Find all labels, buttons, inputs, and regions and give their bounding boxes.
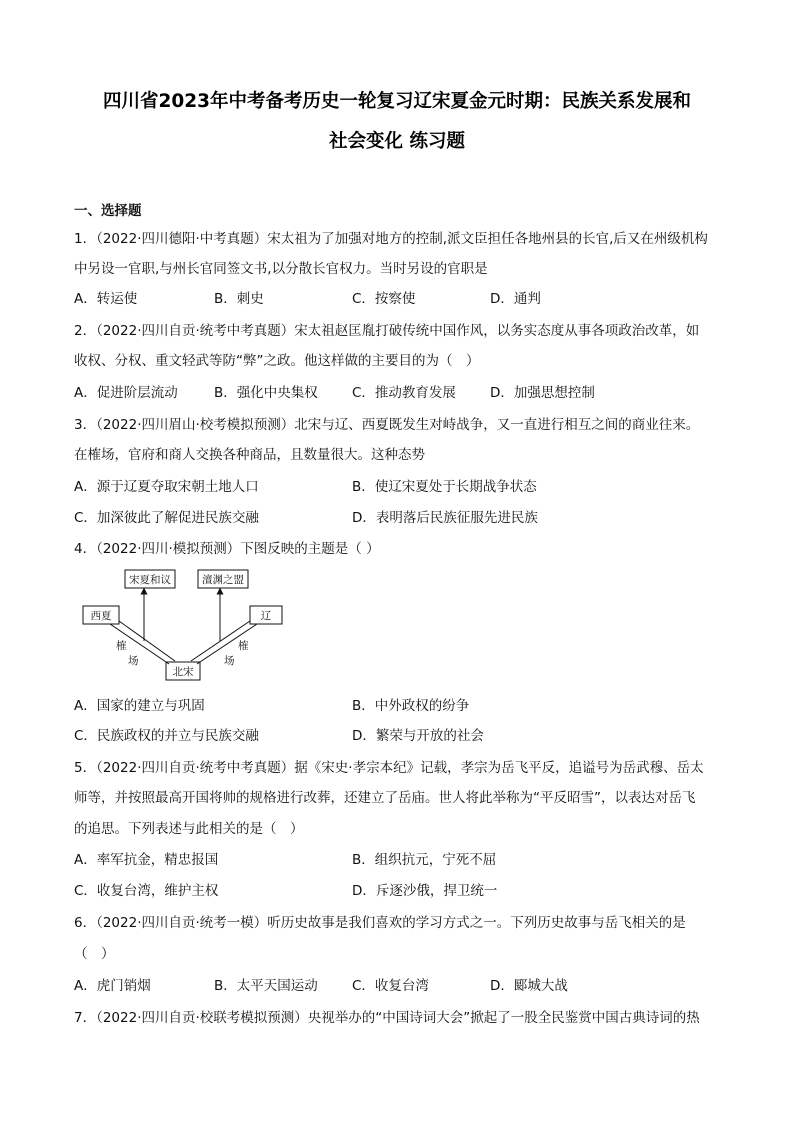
question-5-text-line-3: 的追思。下列表述与此相关的是（ ） [74, 821, 304, 837]
label-chang-right: 场 [224, 655, 235, 667]
question-2-text-line-2: 收权、分权、重文轻武等防“弊”之政。他这样做的主要目的为（ ） [74, 353, 480, 369]
question-4-option-c: C．民族政权的并立与民族交融 [74, 728, 259, 744]
label-que-right: 榷 [238, 640, 249, 652]
question-3-option-b: B．使辽宋夏处于长期战争状态 [352, 479, 537, 495]
question-3-text-line-1: 3．（2022·四川眉山·校考模拟预测）北宋与辽、西夏既发生对峙战争，又一直进行相互之间的商业往来。 [74, 417, 700, 433]
document-title-line-1: 四川省2023年中考备考历史一轮复习辽宋夏金元时期：民族关系发展和 [103, 91, 691, 112]
question-5-text-line-2: 师等，并按照最高开国将帅的规格进行改葬，还建立了岳庙。世人将此举称为“平反昭雪”，以表达对岳飞 [74, 790, 696, 806]
question-2-option-d: D．加强思想控制 [490, 385, 595, 401]
label-song-xia-peace: 宋夏和议 [129, 574, 171, 586]
question-6-option-c: C．收复台湾 [352, 978, 429, 994]
question-6-option-a: A．虎门销烟 [74, 978, 151, 994]
question-1-option-c: C．按察使 [352, 291, 416, 307]
question-5-option-b: B．组织抗元，宁死不屈 [352, 852, 497, 868]
question-4-option-d: D．繁荣与开放的社会 [352, 728, 484, 744]
question-2-option-b: B．强化中央集权 [214, 385, 318, 401]
question-4-text-line-1: 4．（2022·四川·模拟预测）下图反映的主题是（ ） [74, 541, 380, 557]
question-3-option-c: C．加深彼此了解促进民族交融 [74, 510, 259, 526]
question-2-text-line-1: 2．（2022·四川自贡·统考中考真题）宋太祖赵匡胤打破传统中国作风，以务实态度从事各项政治改革，如 [74, 323, 700, 339]
question-6-text-line-2: （ ） [74, 946, 115, 962]
question-6-option-d: D．郾城大战 [490, 978, 568, 994]
question-3-option-a: A．源于辽夏夺取宋朝土地人口 [74, 479, 259, 495]
label-western-xia: 西夏 [90, 610, 112, 622]
section-heading: 一、选择题 [74, 203, 142, 219]
question-5-option-a: A．率军抗金，精忠报国 [74, 852, 219, 868]
question-1-option-b: B．刺史 [214, 291, 264, 307]
question-3-option-d: D．表明落后民族征服先进民族 [352, 510, 538, 526]
label-que-left: 榷 [116, 640, 127, 652]
question-1-option-a: A．转运使 [74, 291, 138, 307]
label-chang-left: 场 [128, 655, 139, 667]
question-7-text-line-1: 7．（2022·四川自贡·校联考模拟预测）央视举办的“中国诗词大会”掀起了一股全民鉴赏中国古典诗词的热 [74, 1010, 700, 1026]
question-5-option-c: C．收复台湾，维护主权 [74, 883, 219, 899]
document-title-line-2: 社会变化 练习题 [329, 131, 465, 152]
question-5-option-d: D．斥逐沙俄，捍卫统一 [352, 883, 498, 899]
question-2-option-c: C．推动教育发展 [352, 385, 456, 401]
question-4-option-b: B．中外政权的纷争 [352, 698, 470, 714]
question-2-option-a: A．促进阶层流动 [74, 385, 178, 401]
question-6-option-b: B．太平天国运动 [214, 978, 318, 994]
question-1-text-line-1: 1．（2022·四川德阳·中考真题）宋太祖为了加强对地方的控制,派文臣担任各地州县的长官,后又在州级机构 [74, 231, 708, 247]
question-4-option-a: A．国家的建立与巩固 [74, 698, 205, 714]
label-liao: 辽 [260, 610, 272, 622]
question-3-text-line-2: 在榷场，官府和商人交换各种商品，且数量很大。这种态势 [74, 447, 425, 463]
question-1-text-line-2: 中另设一官职,与州长官同签文书,以分散长官权力。当时另设的官职是 [74, 261, 488, 277]
song-liao-xia-relations-diagram [80, 566, 286, 688]
label-northern-song: 北宋 [172, 666, 194, 678]
question-1-option-d: D．通判 [490, 291, 541, 307]
question-5-text-line-1: 5．（2022·四川自贡·统考中考真题）据《宋史·孝宗本纪》记载，孝宗为岳飞平反，追谥号为岳武穆、岳太 [74, 760, 704, 776]
question-6-text-line-1: 6．（2022·四川自贡·统考一模）听历史故事是我们喜欢的学习方式之一。下列历史故事与岳飞相关的是 [74, 915, 686, 931]
label-chanyuan-treaty: 澶渊之盟 [202, 574, 244, 586]
